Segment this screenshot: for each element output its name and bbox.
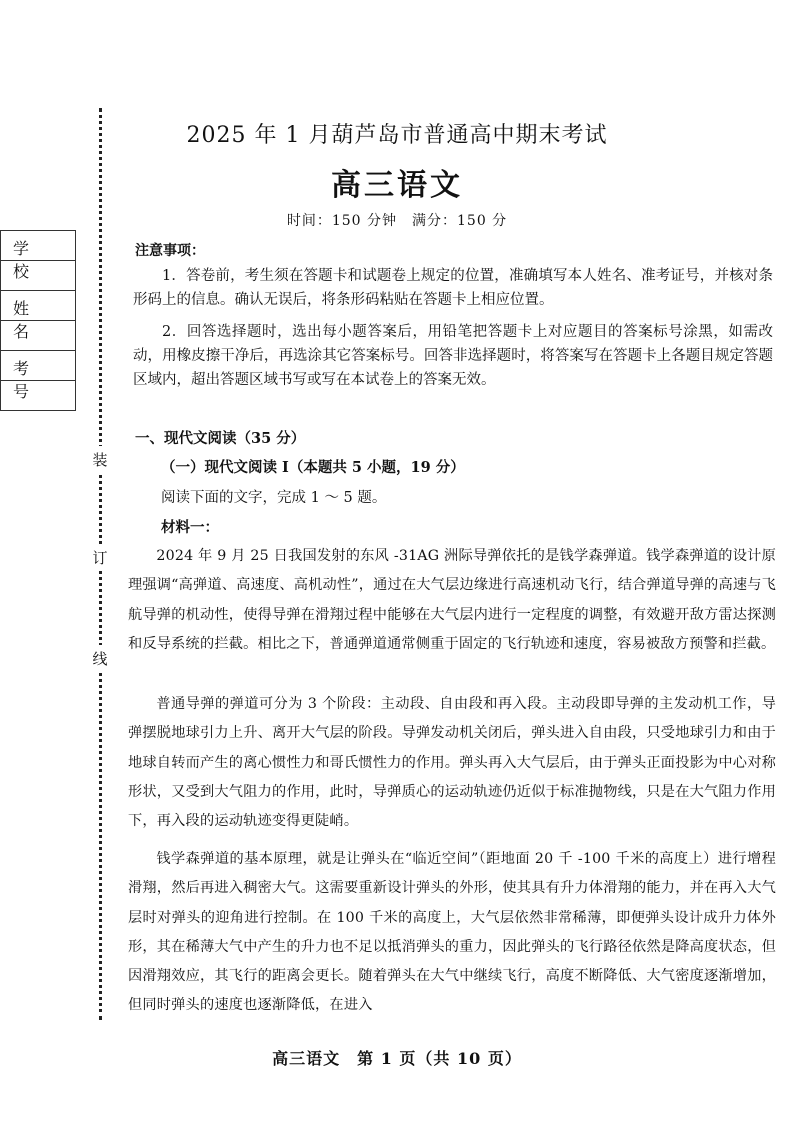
school-field[interactable] (0, 230, 76, 281)
passage-paragraph-1: 2024 年 9 月 25 日我国发射的东风 -31AG 洲际导弹依托的是钱学森弹道。钱学森弹道的设计原理强调“高弹道、高速度、高机动性”，通过在大气层边缘进行高速机动飞行，结合弹道导弹的高速与飞航导弹的机动性，使得导弹在滑翔过程中能够在大气层内进行一定程度的调整，有效避开敌方雷达探测和反导系统的拦截。相比之下，普通弹道通常侧重于固定的飞行轨迹和速度，容易被敌方预警和拦截。 (128, 548, 776, 652)
notes-heading: 注意事项： (135, 243, 205, 259)
page-footer: 高三语文 第 1 页（共 10 页） (272, 1049, 522, 1068)
exam-number-field[interactable] (0, 350, 76, 401)
binding-char-xian: 线 (92, 645, 108, 672)
reading-instruction: 阅读下面的文字，完成 1 ～ 5 题。 (161, 490, 387, 506)
note-item-2: 2．回答选择题时，选出每小题答案后，用铅笔把答题卡上对应题目的答案标号涂黑，如需改动，用橡皮擦干净后，再选涂其它答案标号。回答非选择题时，将答案写在答题卡上各题目规定答题区域内，超出答题区域书写或写在本试卷上的答案无效。 (133, 324, 773, 388)
material-label: 材料一： (161, 519, 219, 536)
name-field[interactable] (0, 290, 76, 341)
binding-char-zhuang: 装 (92, 446, 108, 473)
exam-number-write-area[interactable] (0, 380, 76, 411)
section-heading: 一、现代文阅读（35 分） (135, 430, 306, 447)
time-info: 时间：150 分钟 满分：150 分 (286, 213, 508, 229)
subsection-heading: （一）现代文阅读 I（本题共 5 小题，19 分） (161, 459, 465, 476)
name-write-area[interactable] (0, 320, 76, 350)
binding-char-ding: 订 (92, 544, 108, 571)
note-item-1: 1．答卷前，考生须在答题卡和试题卷上规定的位置，准确填写本人姓名、准考证号，并核对条形码上的信息。确认无误后，将条形码粘贴在答题卡上相应位置。 (133, 268, 773, 308)
school-label: 学 校 (13, 239, 48, 281)
school-write-area[interactable] (0, 260, 76, 290)
name-label: 姓 名 (13, 299, 48, 341)
exam-title: 2025 年 1 月葫芦岛市普通高中期末考试 (186, 123, 608, 148)
subject-title: 高三语文 (331, 168, 463, 203)
student-info-box (0, 230, 76, 411)
passage-paragraph-3: 钱学森弹道的基本原理，就是让弹头在“临近空间”（距地面 20 千 -100 千米的高度上）进行增程滑翔，然后再进入稠密大气。这需要重新设计弹头的外形，使其具有升力体滑翔的能力，并在再入大气层时对弹头的迎角进行控制。在 100 千米的高度上，大气层依然非常稀薄，即便弹头设计成升力体外形，其在稀薄大气中产生的升力也不足以抵消弹头的重力，因此弹头的飞行路径依然是降高度状态，但因滑翔效应，其飞行的距离会更长。随着弹头在大气中继续飞行，高度不断降低、大气密度逐渐增加，但同时弹头的速度也逐渐降低，在进入 (128, 851, 776, 1014)
exam-number-label: 考 号 (13, 359, 48, 401)
passage-paragraph-2: 普通导弹的弹道可分为 3 个阶段：主动段、自由段和再入段。主动段即导弹的主发动机工作，导弹摆脱地球引力上升、离开大气层的阶段。导弹发动机关闭后，弹头进入自由段，只受地球引力和由于地球自转而产生的离心惯性力和哥氏惯性力的作用。弹头再入大气层后，由于弹头正面投影为中心对称形状，又受到大气阻力的作用，此时，导弹质心的运动轨迹仍近似于标准抛物线，只是在大气阻力作用下，再入段的运动轨迹变得更陡峭。 (128, 696, 776, 830)
